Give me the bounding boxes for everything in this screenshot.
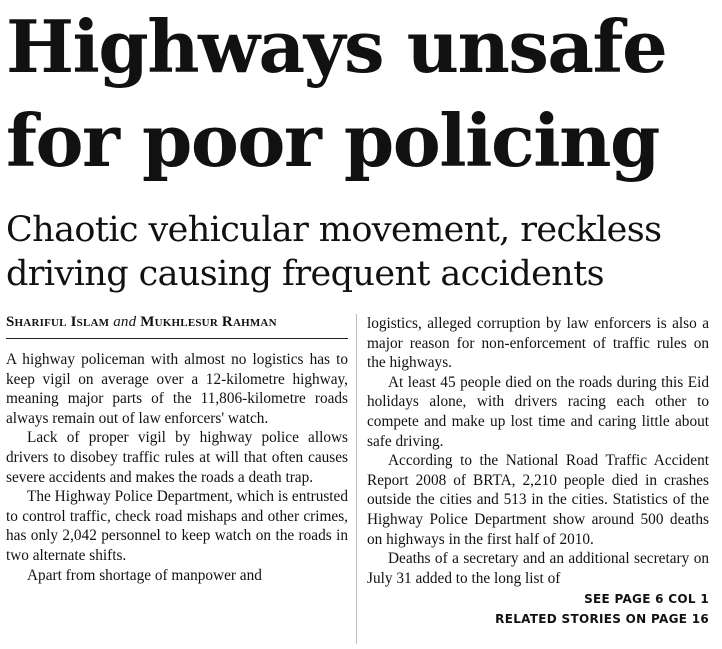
byline-conjunction: and bbox=[113, 314, 137, 330]
subheadline bbox=[6, 208, 718, 296]
headline-line-1: Highways unsafe bbox=[6, 4, 667, 89]
paragraph: At least 45 people died on the roads during this Eid holidays alone, with drivers racing each other to compete and make up lost time and caring little about safe driving. bbox=[367, 373, 709, 450]
paragraph: logistics, alleged corruption by law enforcers is also a major reason for non-enforcement of traffic rules on the highways. bbox=[367, 315, 709, 372]
continuation-jump-line: SEE PAGE 6 COL 1 bbox=[584, 592, 709, 607]
article-column-right bbox=[367, 314, 709, 629]
headline bbox=[6, 0, 718, 188]
paragraph: Deaths of a secretary and an additional secretary on July 31 added to the long list of bbox=[367, 550, 709, 587]
column-divider bbox=[356, 314, 357, 644]
related-stories-line: RELATED STORIES ON PAGE 16 bbox=[495, 612, 709, 627]
byline-author-2: Mukhlesur Rahman bbox=[140, 314, 277, 330]
byline-author-1: Shariful Islam bbox=[6, 314, 110, 330]
article-column-left bbox=[6, 312, 348, 585]
subheadline-line-2: driving causing frequent accidents bbox=[6, 254, 604, 294]
paragraph: Lack of proper vigil by highway police allows drivers to disobey traffic rules at will that often causes severe accidents and makes the roads a death trap. bbox=[6, 429, 348, 486]
paragraph: A highway policeman with almost no logistics has to keep vigil on average over a 12-kilometre highway, meaning major parts of the 11,806-kilometre roads always remain out of law enforcers' watch. bbox=[6, 351, 348, 427]
paragraph: Apart from shortage of manpower and bbox=[27, 566, 262, 584]
subheadline-line-1: Chaotic vehicular movement, reckless bbox=[6, 210, 662, 250]
paragraph: According to the National Road Traffic Accident Report 2008 of BRTA, 2,210 people died in crashes outside the cities and 513 in the cities. Statistics of the Highway Police Department show around 500 deaths on highways in the first half of 2010. bbox=[367, 452, 709, 548]
byline bbox=[6, 312, 348, 339]
paragraph: The Highway Police Department, which is entrusted to control traffic, check road mishaps and other crimes, has only 2,042 personnel to keep watch on the roads in two alternate shifts. bbox=[6, 488, 348, 564]
headline-line-2: for poor policing bbox=[6, 98, 659, 183]
